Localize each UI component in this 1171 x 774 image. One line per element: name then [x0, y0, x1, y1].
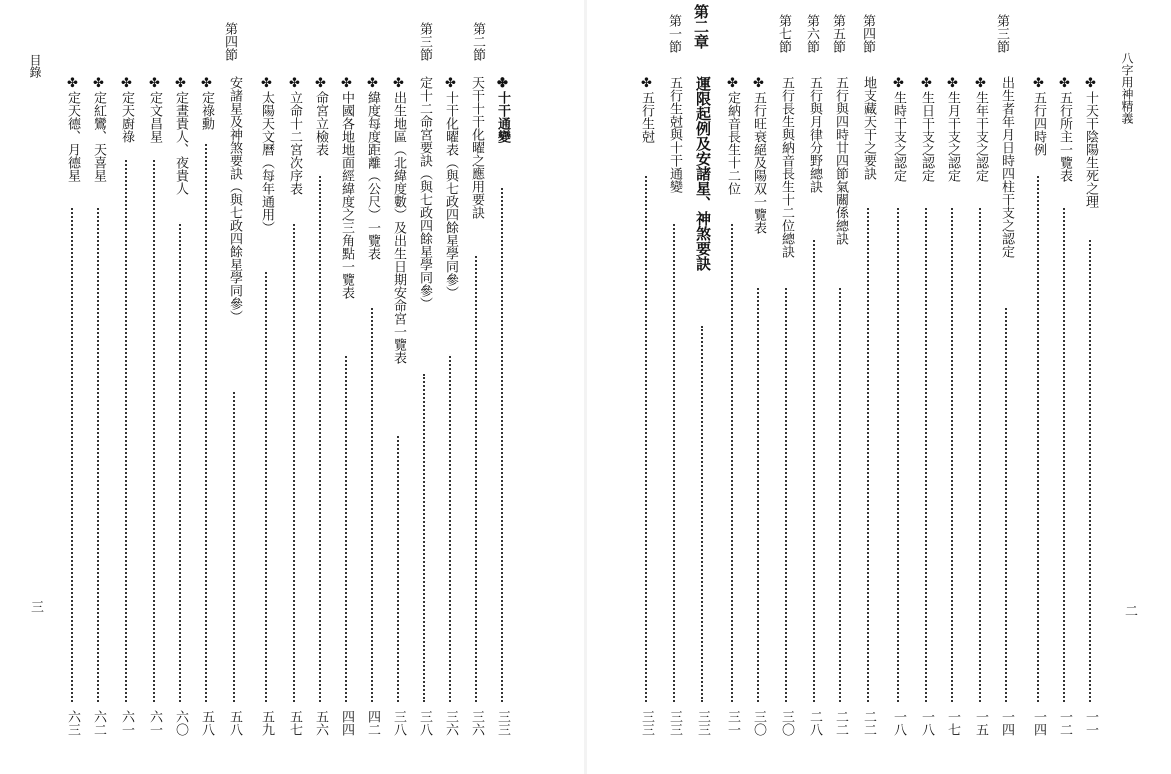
toc-entry[interactable]: [312, 76, 328, 736]
dot-leader: [179, 224, 181, 702]
dot-leader: [345, 356, 347, 702]
toc-entry[interactable]: [778, 76, 794, 736]
dot-leader: [475, 256, 477, 702]
toc-entry[interactable]: [286, 76, 302, 736]
toc-entry-text: ✤立命十二宮次序表: [287, 76, 302, 195]
dot-leader: [813, 240, 815, 702]
toc-entry[interactable]: [806, 76, 822, 736]
toc-entry-text: 五行生尅與十干通變: [667, 76, 682, 193]
toc-entry[interactable]: [724, 76, 740, 736]
toc-entry-text: 地支藏天干之要訣: [861, 76, 876, 180]
toc-entry-text: ✤十干通變: [495, 76, 510, 143]
toc-entry-page: 一五: [973, 710, 988, 736]
toc-entry[interactable]: [860, 76, 876, 736]
dot-leader: [125, 160, 127, 702]
dot-leader: [757, 288, 759, 702]
toc-entry-page: 六一: [147, 710, 162, 736]
toc-entry[interactable]: [494, 76, 510, 736]
toc-entry[interactable]: [890, 76, 906, 736]
dot-leader: [319, 176, 321, 702]
right-section-label: 第五節: [830, 14, 845, 53]
chapter-label: 第二章: [692, 4, 710, 49]
toc-entry-text: 天干十干化曜之應用要訣: [469, 76, 484, 219]
dot-leader: [293, 224, 295, 702]
toc-entry-text: ✤五行旺衰絕及陽双一覽表: [751, 76, 766, 234]
toc-entry[interactable]: [390, 76, 406, 736]
dot-leader: [673, 224, 675, 702]
dot-leader: [205, 144, 207, 702]
dot-leader: [1005, 308, 1007, 702]
dot-leader: [897, 208, 899, 702]
toc-entry[interactable]: [172, 76, 188, 736]
right-page-number: 二: [1122, 604, 1137, 617]
toc-entry-page: 五八: [227, 710, 242, 736]
toc-entry-page: 三三: [667, 710, 682, 736]
toc-entry-text: ✤五行所主一覽表: [1057, 76, 1072, 182]
toc-entry-text: 運限起例及安諸星、神煞要訣: [694, 76, 712, 271]
toc-entry-text: ✤生時干支之認定: [891, 76, 906, 182]
toc-entry[interactable]: [226, 76, 242, 736]
toc-entry[interactable]: [832, 76, 848, 736]
toc-entry-chapter[interactable]: [694, 76, 710, 736]
left-header-title: 目錄: [28, 54, 42, 78]
toc-entry-text: ✤五行生尅: [639, 76, 654, 143]
toc-entry-page: 三〇: [779, 710, 794, 736]
right-section-label: 第一節: [666, 14, 681, 53]
toc-entry-page: 三八: [391, 710, 406, 736]
dot-leader: [153, 160, 155, 702]
toc-entry-page: 五八: [199, 710, 214, 736]
toc-entry-page: 三六: [469, 710, 484, 736]
toc-entry-page: 一八: [891, 710, 906, 736]
toc-entry-page: 一四: [1031, 710, 1046, 736]
right-section-label: 第七節: [776, 14, 791, 53]
dot-leader: [839, 288, 841, 702]
dot-leader: [233, 392, 235, 702]
dot-leader: [265, 272, 267, 702]
right-page: [586, 0, 1171, 774]
toc-entry[interactable]: [666, 76, 682, 736]
toc-entry-text: ✤中國各地地面經緯度之三角點一覽表: [339, 76, 354, 299]
toc-entry[interactable]: [1082, 76, 1098, 736]
toc-entry[interactable]: [972, 76, 988, 736]
toc-entry-text: ✤定天德、月德星: [65, 76, 80, 182]
toc-entry-text: ✤出生地區（北緯度數）及出生日期安命宮一覽表: [391, 76, 406, 364]
toc-entry-page: 四二: [365, 710, 380, 736]
dot-leader: [1063, 208, 1065, 702]
toc-entry-page: 五九: [259, 710, 274, 736]
toc-entry-page: 一八: [919, 710, 934, 736]
toc-entry-page: 四四: [339, 710, 354, 736]
dot-leader: [731, 224, 733, 702]
dot-leader: [867, 208, 869, 702]
toc-entry-page: 一七: [945, 710, 960, 736]
right-section-label: 第六節: [804, 14, 819, 53]
dot-leader: [645, 176, 647, 702]
right-section-label: 第三節: [994, 14, 1009, 53]
toc-entry-page: 一二: [1057, 710, 1072, 736]
toc-entry-text: ✤生日干支之認定: [919, 76, 934, 182]
toc-entry-text: 五行與四時廿四節氣關係總訣: [833, 76, 848, 245]
dot-leader: [397, 436, 399, 702]
dot-leader: [785, 288, 787, 702]
toc-entry-text: ✤定晝貴人、夜貴人: [173, 76, 188, 195]
left-section-label: 第三節: [417, 22, 432, 61]
toc-entry-text: ✤定文昌星: [147, 76, 162, 143]
toc-entry-page: 一一: [1083, 710, 1098, 736]
toc-entry-page: 一四: [999, 710, 1014, 736]
dot-leader: [1089, 240, 1091, 702]
toc-entry[interactable]: [258, 76, 274, 736]
toc-entry-page: 六一: [119, 710, 134, 736]
toc-entry-page: 五七: [287, 710, 302, 736]
toc-entry-page: 三三: [639, 710, 654, 736]
toc-entry-page: 三六: [443, 710, 458, 736]
dot-leader: [925, 208, 927, 702]
toc-entry[interactable]: [998, 76, 1014, 736]
dot-leader: [951, 208, 953, 702]
toc-entry-text: 出生者年月日時四柱干支之認定: [999, 76, 1014, 258]
dot-leader: [371, 308, 373, 702]
right-section-label: 第四節: [860, 14, 875, 53]
toc-entry-page: 六〇: [173, 710, 188, 736]
left-page-number: 三: [28, 600, 43, 613]
toc-entry-page: 二二: [861, 710, 876, 736]
dot-leader: [979, 208, 981, 702]
toc-entry-text: 五行長生與納音長生十二位總訣: [779, 76, 794, 258]
toc-entry-page: 三三: [495, 710, 510, 736]
toc-entry-page: 三〇: [751, 710, 766, 736]
toc-entry[interactable]: [918, 76, 934, 736]
toc-entry-page: 三三: [695, 710, 710, 736]
dot-leader: [71, 208, 73, 702]
toc-entry[interactable]: [338, 76, 354, 736]
toc-entry-text: 安諸星及神煞要訣（與七政四餘星學同參）: [227, 76, 242, 323]
toc-entry-page: 二二: [833, 710, 848, 736]
toc-entry-page: 五六: [313, 710, 328, 736]
toc-entry[interactable]: [1056, 76, 1072, 736]
left-section-label: 第二節: [470, 22, 485, 61]
dot-leader: [97, 208, 99, 702]
toc-entry[interactable]: [750, 76, 766, 736]
toc-entry[interactable]: [468, 76, 484, 736]
toc-entry-text: ✤定祿勳: [199, 76, 214, 130]
dot-leader: [501, 188, 503, 702]
toc-entry-text: ✤十干化曜表（與七政四餘星學同參）: [443, 76, 458, 299]
dot-leader: [701, 326, 703, 702]
toc-entry[interactable]: [638, 76, 654, 736]
toc-entry[interactable]: [64, 76, 80, 736]
toc-entry-text: ✤定紅鸞、天喜星: [91, 76, 106, 182]
toc-entry-text: ✤十天干陰陽生死之理: [1083, 76, 1098, 208]
toc-entry[interactable]: [198, 76, 214, 736]
toc-entry[interactable]: [944, 76, 960, 736]
toc-entry-text: ✤定納音長生十二位: [725, 76, 740, 195]
toc-entry-text: 定十二命宮要訣（與七政四餘星學同參）: [417, 76, 432, 310]
toc-entry-page: 三一: [725, 710, 740, 736]
toc-entry-text: 五行與月律分野總訣: [807, 76, 822, 193]
toc-entry[interactable]: [364, 76, 380, 736]
right-header-title: 八字用神精義: [1120, 52, 1134, 124]
toc-entry[interactable]: [416, 76, 432, 736]
toc-entry-page: 六二: [91, 710, 106, 736]
left-page: [0, 0, 585, 774]
toc-entry-page: 二八: [807, 710, 822, 736]
toc-entry-text: ✤命宮立檢表: [313, 76, 328, 156]
toc-entry-page: 六三: [65, 710, 80, 736]
toc-entry-text: ✤定天廚祿: [119, 76, 134, 143]
toc-entry[interactable]: [118, 76, 134, 736]
toc-entry[interactable]: [1030, 76, 1046, 736]
left-section-label: 第四節: [222, 22, 237, 61]
toc-entry-text: ✤太陽天文曆（每年通用）: [259, 76, 274, 234]
toc-entry-page: 三八: [417, 710, 432, 736]
toc-entry-text: ✤緯度每度距離（公尺）一覽表: [365, 76, 380, 260]
dot-leader: [449, 356, 451, 702]
dot-leader: [1037, 176, 1039, 702]
toc-entry-text: ✤五行四時例: [1031, 76, 1046, 156]
toc-entry[interactable]: [90, 76, 106, 736]
toc-entry-text: ✤生月干支之認定: [945, 76, 960, 182]
dot-leader: [423, 374, 425, 702]
toc-entry-text: ✤生年干支之認定: [973, 76, 988, 182]
toc-entry[interactable]: [442, 76, 458, 736]
toc-entry[interactable]: [146, 76, 162, 736]
